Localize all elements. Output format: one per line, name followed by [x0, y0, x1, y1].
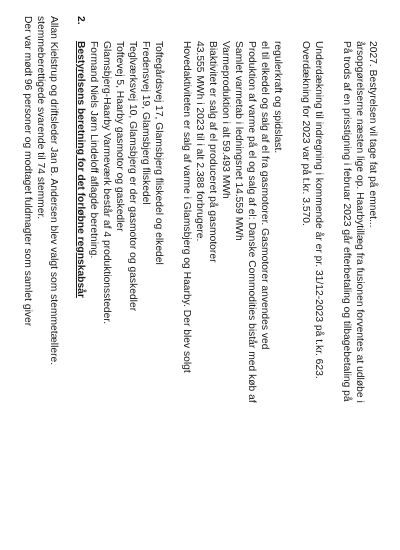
- activity-line-6: Produktion af varme på el og salg af el: Danske Commodities bistår med køb af: [246, 41, 257, 403]
- activity-line-3: Biaktivitet er salg af el produceret på gasmotorer: [207, 41, 218, 263]
- activity-line-5: Samlet varmetab i ledningsnet 14.559 MWh: [233, 41, 244, 241]
- section-line-4: Teglværksvej 10, Glamsbjerg er der gasmotor og gaskedler: [127, 41, 138, 312]
- section-line-2: Glamsbjerg-Haarby Varmeværk består af 4 produktionssteder.: [101, 41, 112, 325]
- section-line-6: Toftegårdsvej 17, Glamsbjerg fliskedel og elkedel: [153, 41, 164, 265]
- surplus-line-1: Overdækning for 2023 var på t.kr. 3.570.: [300, 41, 311, 226]
- section-line-3: Toftevej 5, Haarby gasmotor og gaskedler: [114, 41, 125, 232]
- activity-line-1: Hovedaktiviteten er salg af varme i Glamsbjerg og Haarby. Der blev solgt: [181, 41, 192, 373]
- activity-line-4: Varmeproduktion i alt 59.493 MWh: [220, 41, 231, 199]
- intro-line-1: Der var mødt 96 personer og modtaget fuldmagter som samlet giver: [22, 16, 33, 327]
- activity-line-8: regulerkraft og spidslast.: [272, 41, 283, 154]
- activity-line-2: 43.555 MWh i 2023 til i alt 2.388 forbrugere.: [194, 41, 205, 242]
- section-line-5: Fredensvej 19, Glamsbjerg fliskedel: [140, 41, 151, 205]
- final-line-1: På trods af en prisstigning i februar 2023 går efterbetaling og tilbagebetaling på: [341, 41, 352, 402]
- section-number: 2.: [75, 16, 86, 25]
- intro-line-2: stemmeberettigede svarende til 74 stemmer.: [35, 16, 46, 220]
- section-line-1: Formand Niels Jørn Lindeloff aflagde beretning.: [88, 41, 99, 259]
- section-title: Bestyrelsens beretning for det forløbne regnskabsår: [75, 41, 86, 298]
- activity-line-7: el til elkedel og salg af el fra gasmotorer. Gasmotorer anvendes ved: [259, 41, 270, 350]
- surplus-line-2: Underdækning til indregning i kommende år er pr. 31/12-2023 på t.kr. 623.: [313, 41, 324, 379]
- intro-line-3: Allan Kielstrup og driftsleder Jan B. Andersen blev valgt som stemmetællere.: [48, 16, 59, 366]
- final-line-3: 2027. Bestyrelsen vil tage fat på emnet...: [367, 41, 378, 228]
- final-line-2: årsopgørelserne næsten lige op. Haarbytillæg fra fusionen forventes at udløbe i: [354, 41, 365, 403]
